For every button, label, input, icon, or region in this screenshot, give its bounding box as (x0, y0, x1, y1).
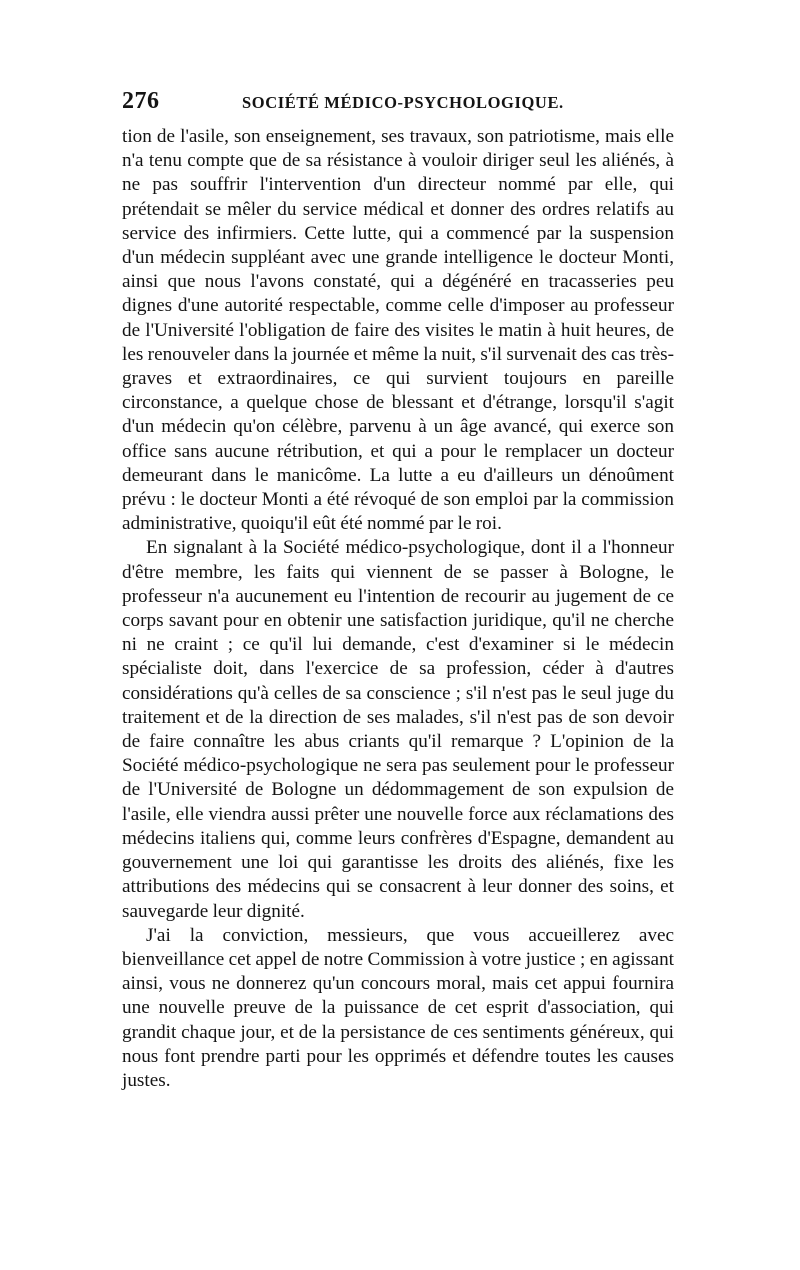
paragraph: J'ai la conviction, messieurs, que vous accueillerez avec bienveillance cet appel de notre Commission à votre justice ; en agissant ainsi, vous ne donnerez qu'un concours moral, mais cet appui fournira une nouvelle preuve de la puissance de cet esprit d'association, qui grandit chaque jour, et de la persistance de ces sentiments généreux, qui nous font prendre parti pour les opprimés et défendre toutes les causes justes. (122, 924, 674, 1091)
paragraph: En signalant à la Société médico-psychologique, dont il a l'honneur d'être membre, les faits qui viennent de se passer à Bologne, le professeur n'a aucunement eu l'intention de recourir au jugement de ce corps savant pour en obtenir une satisfaction juridique, qu'il ne cherche ni ne craint ; ce qu'il lui demande, c'est d'examiner si le médecin spécialiste doit, dans l'exercice de sa profession, céder à d'autres considérations qu'à celles de sa conscience ; s'il n'est pas le seul juge du traitement et de la direction de ses malades, s'il n'est pas de son devoir de faire connaître les abus criants qu'il remarque ? L'opinion de la Société médico-psychologique ne sera pas seulement pour le professeur de l'Université de Bologne un dédommagement de son expulsion de l'asile, elle viendra aussi prêter une nouvelle force aux réclamations des médecins italiens qui, comme leurs confrères d'Espagne, demandent au gouvernement une loi qui garantisse les droits des aliénés, fixe les attributions des médecins qui se consacrent à leur donner des soins, et sauvegarde leur dignité. (122, 537, 674, 922)
paragraph-continued: tion de l'asile, son enseignement, ses travaux, son patriotisme, mais elle n'a tenu compte que de sa résistance à vouloir diriger seul les aliénés, à ne pas souffrir l'intervention d'un directeur nommé par elle, qui prétendait se mêler du service médical et donner des ordres relatifs au service des infirmiers. Cette lutte, qui a commencé par la suspension d'un médecin suppléant avec une grande intelligence le docteur Monti, ainsi que nous l'avons constaté, qui a dégénéré en tracasseries peu dignes d'une autorité respectable, comme celle d'imposer au professeur de l'Université l'obligation de faire des visites le matin à huit heures, de les renouveler dans la journée et même la nuit, s'il survenait des cas très-graves et extraordinaires, ce qui survient toujours en pareille circonstance, a quelque chose de blessant et d'étrange, lorsqu'il s'agit d'un médecin qu'on célèbre, parvenu à un âge avancé, qui exerce son office sans aucune rétribution, et qui a pour le remplacer un docteur demeurant dans le manicôme. La lutte a eu d'ailleurs un dénoûment prévu : le docteur Monti a été révoqué de son emploi par la commission administrative, quoiqu'il eût été nommé par le roi. (122, 126, 674, 535)
page-number: 276 (122, 88, 160, 114)
running-header (122, 88, 674, 118)
running-title: SOCIÉTÉ MÉDICO-PSYCHOLOGIQUE. (242, 93, 564, 112)
body-text (122, 125, 674, 1093)
